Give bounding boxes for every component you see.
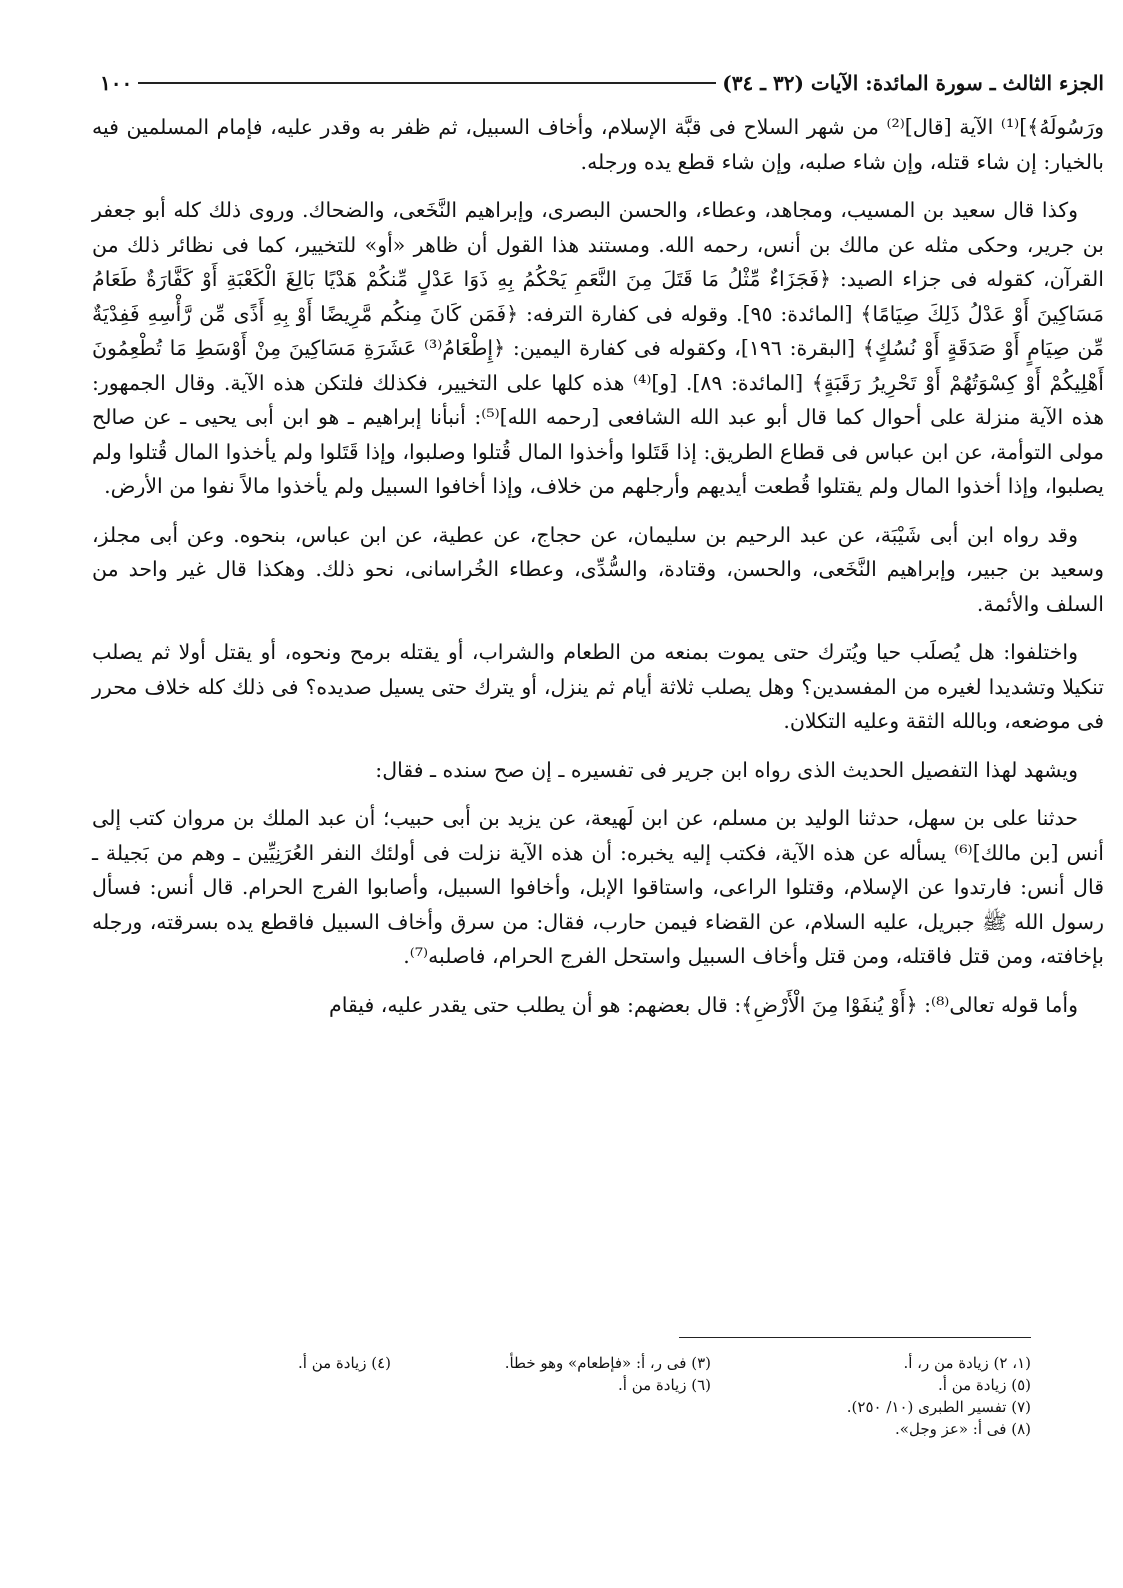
header-rule [138, 82, 716, 84]
footnote-row [71, 1352, 1031, 1374]
paragraph-7: وأما قوله تعالى⁽⁸⁾: ﴿أَوْ يُنفَوْا مِنَ الْأَرْضِ﴾: قال بعضهم: هو أن يطلب حتى يقدر عليه، فيقام [329, 992, 1078, 1017]
footnote-4: (٤) زيادة من أ. [298, 1354, 391, 1372]
footnote-row [71, 1374, 1031, 1396]
footnote-row [71, 1396, 1031, 1418]
page-number: ١٠٠ [100, 71, 133, 95]
footnote-3: (٣) فى ر، أ: «فإطعام» وهو خطأ. [504, 1354, 711, 1372]
footnote-row [71, 1418, 1031, 1440]
footnote-empty [71, 1374, 391, 1396]
header-title: الجزء الثالث ـ سورة المائدة: الآيات (٣٢ ـ ٣٤) [722, 71, 1104, 95]
paragraph-3: وقد رواه ابن أبى شَيْبَة، عن عبد الرحيم بن سليمان، عن حجاج، عن عطية، عن ابن عباس، بنحوه. وعن أبى مجلز، وسعيد بن جبير، وإبراهيم النَّخَعى، والحسن، وقتادة، والسُّدِّى، وعطاء الخُراسانى، نحو ذلك. وهكذا قال غير واحد من السلف والأئمة. [92, 522, 1104, 616]
paragraph-4: واختلفوا: هل يُصلَب حيا ويُترك حتى يموت بمنعه من الطعام والشراب، أو يقتله برمح ونحوه، أو يقتل أولا ثم يصلب تنكيلا وتشديدا لغيره من المفسدين؟ وهل يصلب ثلاثة أيام ثم ينزل، أو يترك حتى يسيل صديده؟ فى ذلك كله خلاف محرر فى موضعه، وبالله الثقة وعليه التكلان. [92, 640, 1104, 733]
footnote-5: (٥) زيادة من أ. [938, 1376, 1031, 1394]
paragraph-6: حدثنا على بن سهل، حدثنا الوليد بن مسلم، عن ابن لَهيعة، عن يزيد بن أبى حبيب؛ أن عبد الملك بن مروان كتب إلى أنس [بن مالك]⁽⁶⁾ يسأله عن هذه الآية، فكتب إليه يخبره: أن هذه الآية نزلت فى أولئك النفر العُرَنِيِّين ـ وهم من بَجيلة ـ قال أنس: فارتدوا عن الإسلام، وقتلوا الراعى، واستاقوا الإبل، وأخافوا السبيل، وأصابوا الفرج الحرام. قال أنس: فسأل رسول الله ﷺ جبريل، عليه السلام، عن القضاء فيمن حارب، فقال: من سرق وأخاف السبيل فاقطع يده بسرقته، ورجله بإخافته، ومن قتل فاقتله، ومن قتل وأخاف السبيل واستحل الفرج الحرام، فاصلبه⁽⁷⁾. [92, 806, 1104, 968]
footnote-7: (٧) تفسير الطبرى (١٠/ ٢٥٠). [846, 1398, 1031, 1416]
paragraph-1: ورَسُولَهُ﴾]⁽¹⁾ الآية [قال]⁽²⁾ من شهر السلاح فى قبَّة الإسلام، وأخاف السبيل، ثم ظفر به وقدر عليه، فإمام المسلمين فيه بالخيار: إن شاء قتله، وإن شاء صلبه، وإن شاء قطع يده ورجله. [92, 115, 1105, 174]
paragraph-2: وكذا قال سعيد بن المسيب، ومجاهد، وعطاء، والحسن البصرى، وإبراهيم النَّخَعى، والضحاك. وروى ذلك كله أبو جعفر بن جرير، وحكى مثله عن مالك بن أنس، رحمه الله. ومستند هذا القول أن ظاهر «أو» للتخيير، كما فى نظائر ذلك من القرآن، كقوله فى جزاء الصيد: ﴿فَجَزَاءٌ مِّثْلُ مَا قَتَلَ مِنَ النَّعَمِ يَحْكُمُ بِهِ ذَوَا عَدْلٍ مِّنكُمْ هَدْيًا بَالِغَ الْكَعْبَةِ أَوْ كَفَّارَةٌ طَعَامُ مَسَاكِينَ أَوْ عَدْلُ ذَلِكَ صِيَامًا﴾ [المائدة: ٩٥]. وقوله فى كفارة الترفه: ﴿فَمَن كَانَ مِنكُم مَّرِيضًا أَوْ بِهِ أَذًى مِّن رَّأْسِهِ فَفِدْيَةٌ مِّن صِيَامٍ أَوْ صَدَقَةٍ أَوْ نُسُكٍ﴾ [البقرة: ١٩٦]، وكقوله فى كفارة اليمين: ﴿إِطْعَامُ⁽³⁾ عَشَرَةِ مَسَاكِينَ مِنْ أَوْسَطِ مَا تُطْعِمُونَ أَهْلِيكُمْ أَوْ كِسْوَتُهُمْ أَوْ تَحْرِيرُ رَقَبَةٍ﴾ [المائدة: ٨٩]. [و]⁽⁴⁾ هذه كلها على التخيير، فكذلك فلتكن هذه الآية. وقال الجمهور: هذه الآية منزلة على أحوال كما قال أبو عبد الله الشافعى [رحمه الله]⁽⁵⁾: أنبأنا إبراهيم ـ هو ابن أبى يحيى ـ عن صالح مولى التوأمة، عن ابن عباس فى قطاع الطريق: إذا قَتَلوا وأخذوا المال قُتلوا وصلبوا، وإذا قَتَلوا ولم يأخذوا المال قُتلوا ولم يصلبوا، وإذا أخذوا المال ولم يقتلوا قُطعت أيديهم وأرجلهم من خلاف، وإذا أخافوا السبيل ولم يأخذوا مالاً نفوا من الأرض. [92, 198, 1104, 498]
footnote-6: (٦) زيادة من أ. [618, 1376, 711, 1394]
page [92, 66, 1104, 1036]
paragraph-5: ويشهد لهذا التفصيل الحديث الذى رواه ابن جرير فى تفسيره ـ إن صح سنده ـ فقال: [375, 757, 1078, 782]
footnote-8: (٨) فى أ: «عز وجل». [895, 1420, 1031, 1438]
footnotes [71, 1352, 1031, 1440]
footnote-rule [679, 1337, 1031, 1338]
running-header [92, 66, 1104, 104]
footnote-1-2: (١، ٢) زيادة من ر، أ. [903, 1354, 1031, 1372]
main-text [92, 110, 1104, 1022]
